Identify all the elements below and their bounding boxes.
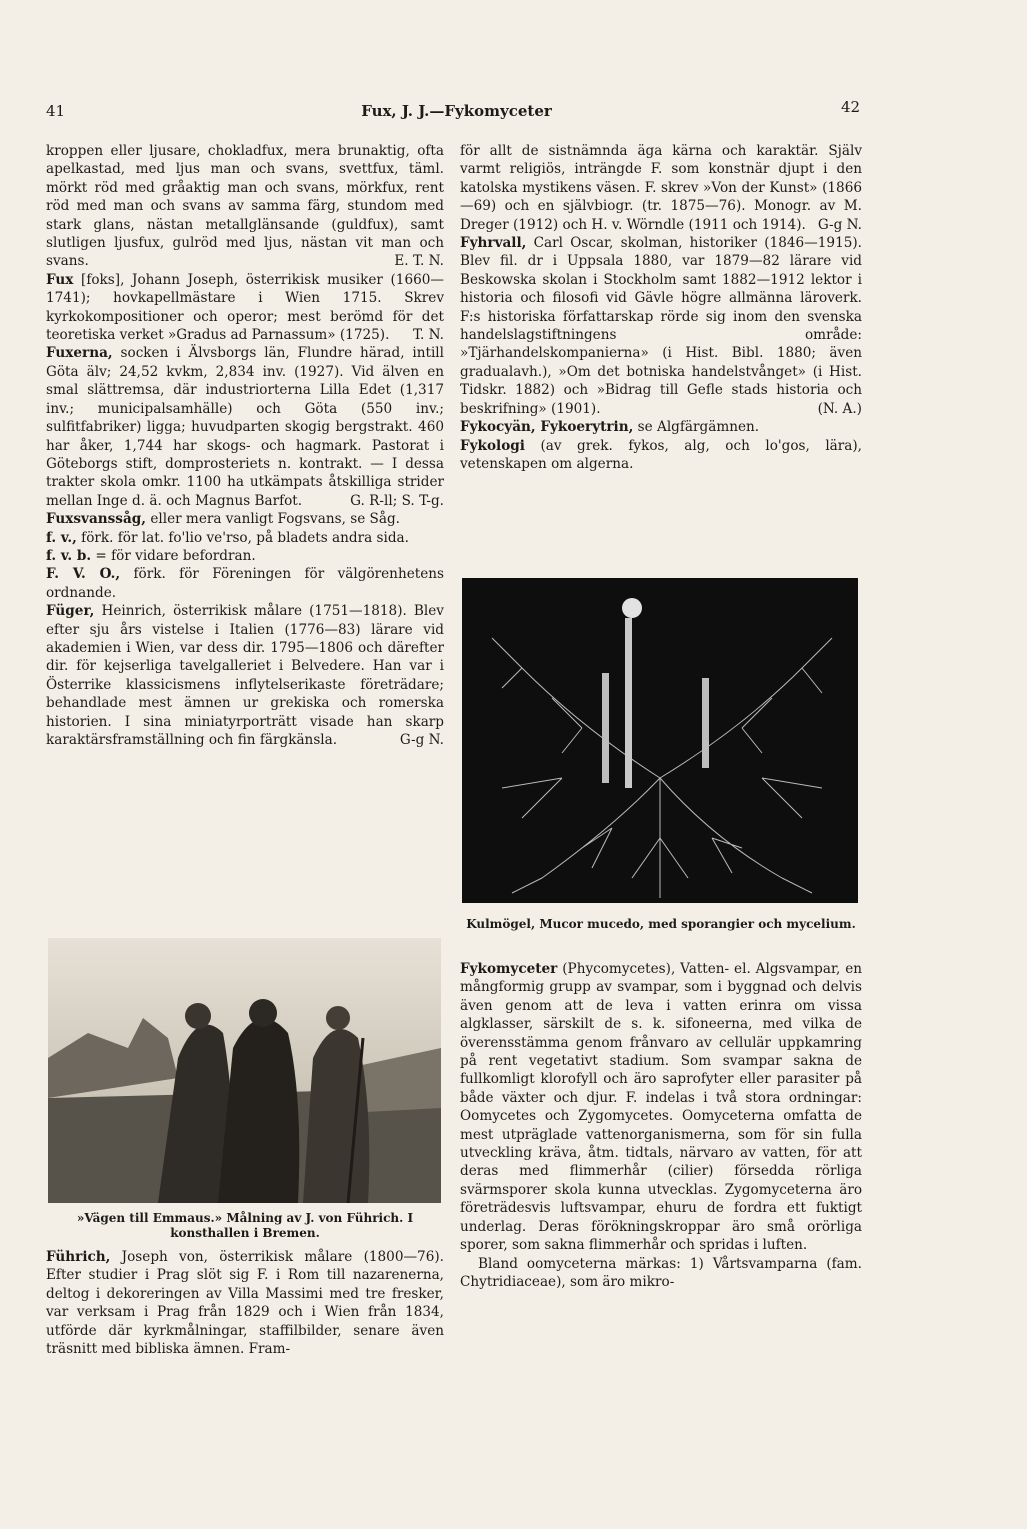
entry-fykomyceter: Fykomyceter (Phycomycetes), Vatten- el. Algsvampar, en mångformig grupp av svampar, som i byggnad och delvis även genom att de leva i vatten erinra om vissa algklasser, särskilt de s. k. sifoneerna, med vilka de överensstämma genom frånvaro av cellulär uppkamring på rent vegetativt stadium. Som svampar sakna de fullkomligt klorofyll och äro saprofyter eller parasiter på både växter och djur. F. indelas i två stora ordningar: Oomycetes och Zygomycetes. Oomyceterna omfatta de mest utpräglade vattenorganismerna, som för sin fulla utveckling kräva, åtm. tidtals, närvaro av vatten, för att deras med flimmerhår (cilier) försedda rörliga svärmsporer skola kunna utvecklas. Zygomyceterna äro företrädesvis luftsvampar, ehuru de fordra ett fuktigt underlag. Deras förökningskroppar äro små orörliga sporer, som sakna flimmerhår och spridas i luften.: [460, 961, 862, 1254]
entry-fuxsvanssag: Fuxsvanssåg, eller mera vanligt Fogsvans, se Såg.: [46, 511, 401, 528]
entry-fyhrvall: Fyhrvall, Carl Oscar, skolman, historiker (1846—1915). Blev fil. dr i Uppsala 1880, var 1879—82 lärare vid Beskowska skolan i Stockholm samt 1882—1912 lektor i historia och filosofi vid Gävle högre allmänna läroverk. F:s historiska författarskap rörde sig inom den svenska handelslagstiftningens område: »Tjärhandelskompanierna» (i Hist. Bibl. 1880; även gradualavh.), »Om det botniska handelstvånget» (i Hist. Tidskr. 1882) och »Bidrag till Gefle stads historia och beskrifning» (1901). (N. A.): [460, 235, 862, 417]
entry-fuger: Füger, Heinrich, österrikisk målare (1751—1818). Blev efter sju års vistelse i Italien (1776—83) lärare vid akademien i Wien, var dess dir. 1795—1806 och därefter dir. för kejserliga tavelgalleriet i Belvedere. Han var i Österrike klassicismens inflytelserikaste företrädare; behandlade mest ämnen ur grekiska och romerska historien. I sina miniatyrporträtt visade han skarp karaktärsframställning och fin färgkänsla. G-g N.: [46, 603, 444, 748]
entry-fux-continued: kroppen eller ljusare, chokladfux, mera brunaktig, ofta apelkastad, med ljus man och svans, svettfux, täml. mörkt röd med gråaktig man och svans, mörkfux, rent röd med man och svans av samma färg, stundom med stark glans, nästan metallglänsande (guldfux), samt slutligen ljusfux, gulröd med ljus, nästan vit man och svans. E. T. N.: [46, 143, 444, 270]
headword: f. v.,: [46, 529, 77, 546]
page-header: [46, 98, 867, 126]
entry-fuhrich: Führich, Joseph von, österrikisk målare (1800—76). Efter studier i Prag slöt sig F. i Rom till nazarenerna, deltog i dekoreringen av Villa Massimi med tre fresker, var verksam i Prag från 1829 och i Wien från 1834, utförde där kyrkmålningar, staffilbilder, senare även träsnitt med bibliska ämnen. Fram-: [46, 1249, 444, 1358]
painting-illustration: [48, 938, 441, 1203]
painting-caption: »Vägen till Emmaus.» Målning av J. von Führich. I konsthallen i Bremen.: [76, 1211, 414, 1240]
headword: Fuxerna,: [46, 345, 113, 362]
left-column: [46, 142, 444, 749]
headword: f. v. b.: [46, 547, 92, 564]
mucor-caption: Kulmögel, Mucor mucedo, med sporangier och mycelium.: [466, 917, 856, 931]
headword: F. V. O.,: [46, 566, 121, 583]
entry-fvo: F. V. O., förk. för Föreningen för välgörenhetens ordnande.: [46, 566, 444, 601]
headword: Fykologi: [460, 437, 525, 454]
page-number-left: 41: [46, 102, 66, 120]
left-column-lower: [46, 1248, 444, 1358]
entry-fykocyan: Fykocyän, Fykoerytrin, se Algfärgämnen.: [460, 419, 760, 436]
entry-fv: f. v., förk. för lat. fo'lio ve'rso, på bladets andra sida.: [46, 529, 409, 546]
entry-fuxerna: Fuxerna, socken i Älvsborgs län, Flundre härad, intill Göta älv; 24,52 kvkm, 2,834 inv. (1927). Vid älven en smal slättremsa, där industriorterna Lilla Edet (1,317 inv.; municipalsamhälle) och Göta (550 inv.; sulfitfabriker) ligga; huvudparten skogig bergstrakt. 460 har åker, 1,744 har skogs- och hagmark. Pastorat i Göteborgs stift, domprosteriets n. kontrakt. — I dessa trakter skola omkr. 1100 ha utkämpats åtskilliga strider mellan Inge d. ä. och Magnus Barfot. G. R-ll; S. T-g.: [46, 345, 445, 509]
headword: Fykomyceter: [460, 961, 558, 977]
entry-fykologi: Fykologi (av grek. fykos, alg, och lo'gos, lära), vetenskapen om algerna.: [460, 437, 862, 472]
entry-fuhrich-continued: för allt de sistnämnda äga kärna och karaktär. Själv varmt religiös, inträngde F. som konstnär djupt i den katolska mystikens väsen. F. skrev »Von der Kunst» (1866—69) och en självbiogr. (tr. 1875—76). Monogr. av M. Dreger (1912) och H. v. Wörndle (1911 och 1914). G-g N.: [460, 143, 862, 233]
mucor-illustration: [462, 578, 858, 903]
headword: Fuxsvanssåg,: [46, 511, 146, 528]
headword: Füger,: [46, 603, 95, 620]
right-column-lower: [460, 960, 862, 1291]
entry-fvb: f. v. b. = för vidare befordran.: [46, 547, 256, 564]
headword: Fyhrvall,: [460, 235, 527, 252]
headword: Fykocyän, Fykoerytrin,: [460, 419, 634, 436]
entry-fux: Fux [foks], Johann Joseph, österrikisk musiker (1660—1741); hovkapellmästare i Wien 1715. Skrev kyrkokompositioner och operor; mest berömd för det teoretiska verket »Gradus ad Parnassum» (1725). T. N.: [46, 271, 444, 344]
headword: Fux: [46, 271, 74, 288]
running-title: Fux, J. J.—Fykomyceter: [361, 102, 552, 120]
entry-bland: Bland oomyceterna märkas: 1) Vårtsvamparna (fam. Chytridiaceae), som äro mikro-: [460, 1255, 862, 1290]
headword: Führich,: [46, 1249, 111, 1265]
right-column: [460, 142, 862, 473]
page-number-right: 42: [841, 98, 861, 116]
